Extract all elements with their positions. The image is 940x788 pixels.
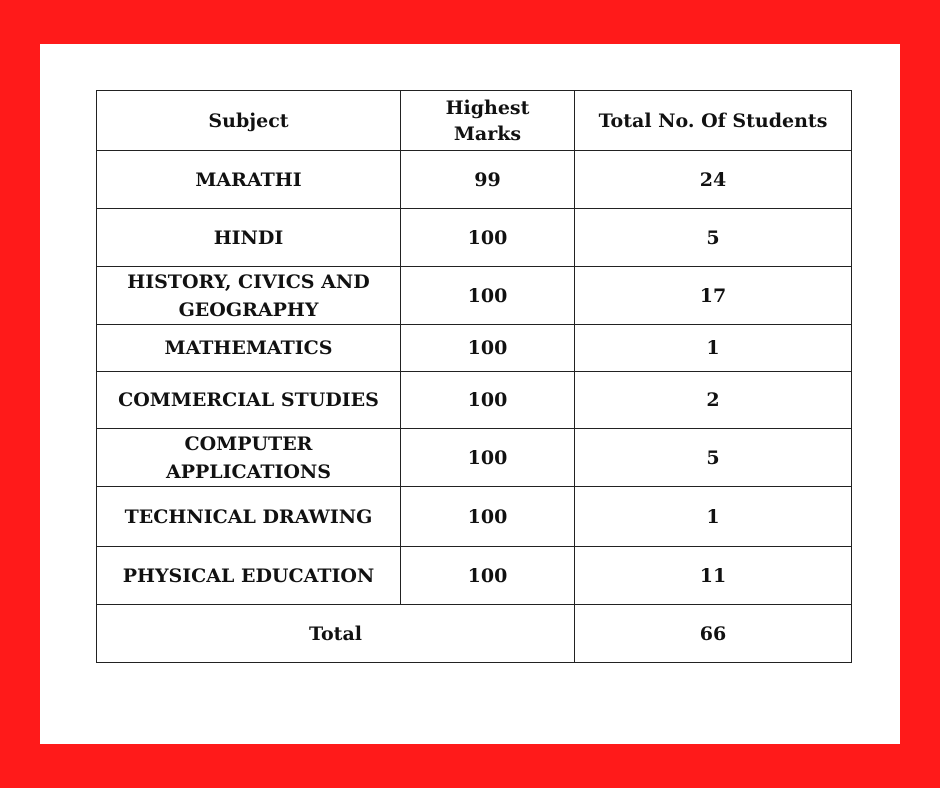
- subject-line: HISTORY, CIVICS AND: [127, 270, 370, 293]
- subject-line: GEOGRAPHY: [178, 298, 319, 321]
- total-label: Total: [97, 605, 575, 663]
- results-card: [40, 44, 900, 744]
- header-total-students: Total No. Of Students: [575, 91, 852, 151]
- header-highest-line1: Highest: [445, 96, 530, 119]
- subject-cell: COMMERCIAL STUDIES: [97, 372, 401, 429]
- table-row: [97, 487, 852, 547]
- highest-marks-cell: 99: [401, 151, 575, 209]
- student-count-cell: 1: [575, 487, 852, 547]
- highest-marks-cell: 100: [401, 429, 575, 487]
- student-count-cell: 1: [575, 325, 852, 372]
- student-count-cell: 17: [575, 267, 852, 325]
- student-count-cell: 5: [575, 209, 852, 267]
- total-row: [97, 605, 852, 663]
- subject-cell: HINDI: [97, 209, 401, 267]
- table-row: [97, 429, 852, 487]
- student-count-cell: 5: [575, 429, 852, 487]
- table-row: [97, 267, 852, 325]
- subject-cell: PHYSICAL EDUCATION: [97, 547, 401, 605]
- table-header-row: [97, 91, 852, 151]
- highest-marks-cell: 100: [401, 325, 575, 372]
- subject-cell: [97, 267, 401, 325]
- table-row: [97, 547, 852, 605]
- subject-cell: MATHEMATICS: [97, 325, 401, 372]
- subject-line: COMPUTER: [184, 432, 313, 455]
- total-value: 66: [575, 605, 852, 663]
- student-count-cell: 11: [575, 547, 852, 605]
- highest-marks-cell: 100: [401, 209, 575, 267]
- header-highest-marks: [401, 91, 575, 151]
- table-row: [97, 151, 852, 209]
- table-row: [97, 209, 852, 267]
- subject-cell: MARATHI: [97, 151, 401, 209]
- highest-marks-cell: 100: [401, 547, 575, 605]
- highest-marks-cell: 100: [401, 372, 575, 429]
- highest-marks-cell: 100: [401, 487, 575, 547]
- highest-marks-cell: 100: [401, 267, 575, 325]
- header-highest-line2: Marks: [453, 122, 522, 145]
- subject-line: APPLICATIONS: [165, 460, 332, 483]
- subject-cell: [97, 429, 401, 487]
- student-count-cell: 24: [575, 151, 852, 209]
- table-row: [97, 372, 852, 429]
- table-row: [97, 325, 852, 372]
- student-count-cell: 2: [575, 372, 852, 429]
- header-subject: Subject: [97, 91, 401, 151]
- marks-table: [96, 90, 852, 663]
- subject-cell: TECHNICAL DRAWING: [97, 487, 401, 547]
